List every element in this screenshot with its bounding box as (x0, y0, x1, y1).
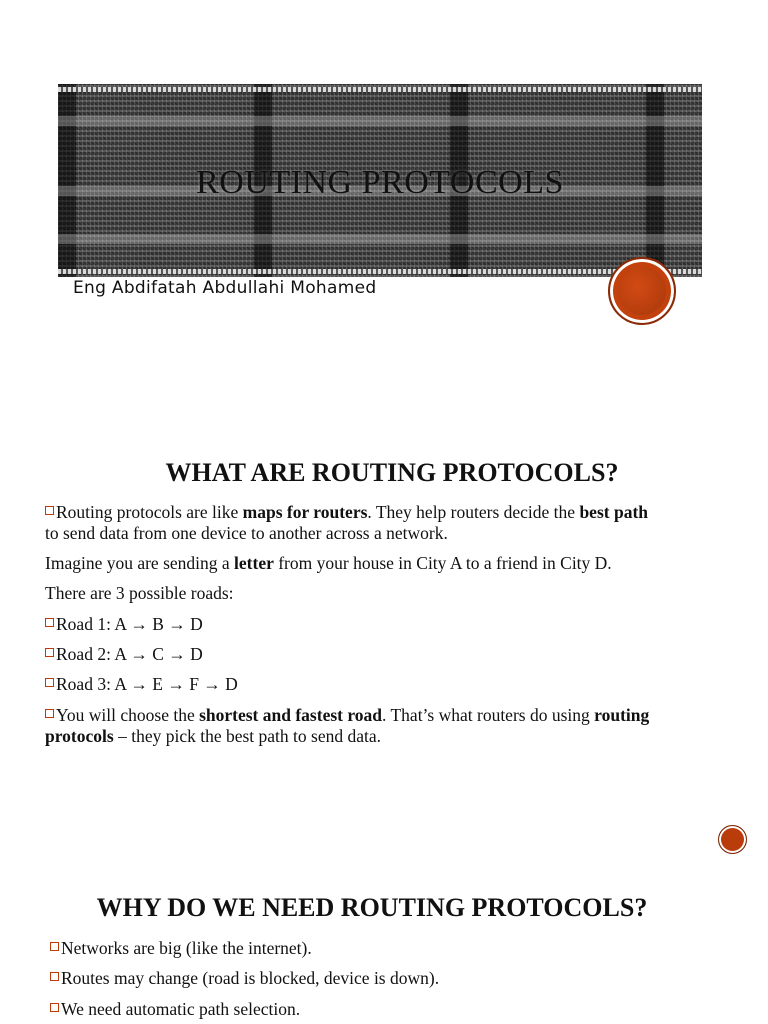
list-item: Routes may change (road is blocked, device is down). (50, 968, 439, 989)
list-item: Road 1: A → B → D (45, 614, 203, 635)
list-item: Road 3: A → E → F → D (45, 674, 238, 695)
list-item: We need automatic path selection. (50, 999, 300, 1020)
author-name: Eng Abdifatah Abdullahi Mohamed (73, 278, 377, 298)
banner-band (58, 234, 702, 244)
list-item: Road 2: A → C → D (45, 644, 203, 665)
checkbox-bullet-icon (45, 618, 54, 627)
checkbox-bullet-icon (45, 709, 54, 718)
decorative-circle-icon (718, 825, 747, 854)
checkbox-bullet-icon (45, 506, 54, 515)
list-item: Networks are big (like the internet). (50, 938, 312, 959)
section-heading-what: WHAT ARE ROUTING PROTOCOLS? (165, 458, 619, 487)
section-heading-why: WHY DO WE NEED ROUTING PROTOCOLS? (96, 893, 648, 922)
checkbox-bullet-icon (50, 1003, 59, 1012)
paragraph: There are 3 possible roads: (45, 583, 234, 603)
banner-bottom-stripe (58, 269, 702, 274)
banner-band (58, 116, 702, 126)
list-item: Routing protocols are like maps for routers. They help routers decide the best path to send data from one device to another across a network. (45, 502, 649, 543)
checkbox-bullet-icon (45, 648, 54, 657)
slide-title: ROUTING PROTOCOLS (196, 164, 564, 201)
checkbox-bullet-icon (50, 972, 59, 981)
decorative-circle-icon (608, 257, 676, 325)
list-item: You will choose the shortest and fastest road. That’s what routers do using routing protocols – they pick the best path to send data. (45, 705, 650, 746)
banner-top-stripe (58, 87, 702, 92)
paragraph: Imagine you are sending a letter from your house in City A to a friend in City D. (45, 553, 612, 573)
checkbox-bullet-icon (45, 678, 54, 687)
checkbox-bullet-icon (50, 942, 59, 951)
